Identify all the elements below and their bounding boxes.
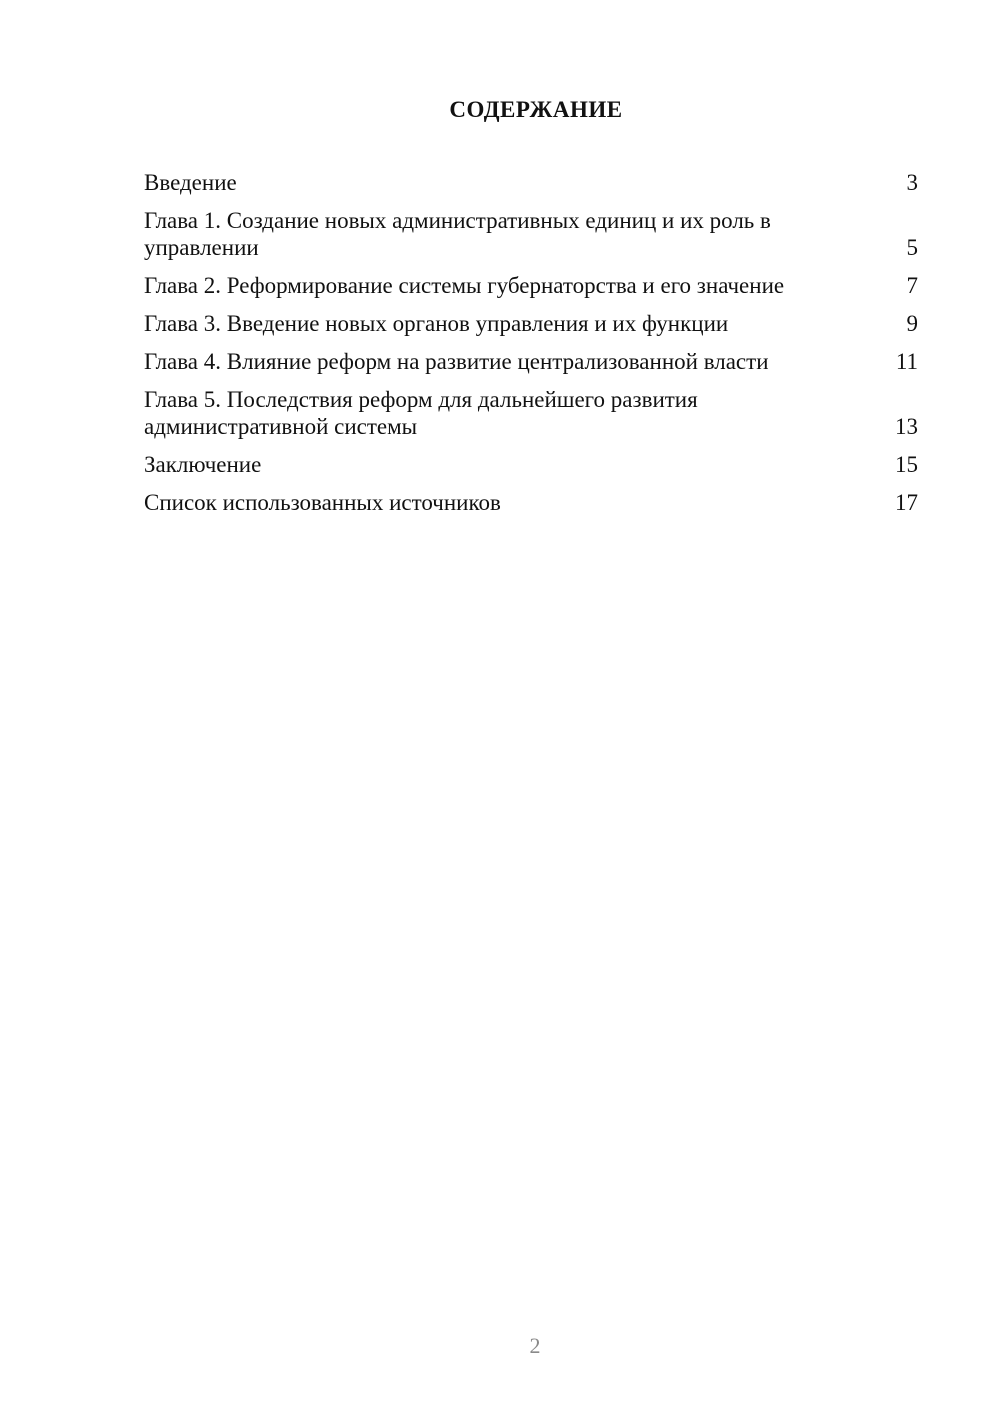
toc-entry-text: Глава 5. Последствия реформ для дальнейшего развития административной системы: [144, 387, 698, 439]
toc-entry-chapter-5: [144, 386, 918, 440]
toc-entry-page: 3: [906, 170, 918, 195]
toc-entry-text: Заключение: [144, 452, 262, 477]
toc-entry-page: 11: [895, 349, 918, 374]
toc-entry-text: Глава 2. Реформирование системы губернаторства и его значение: [144, 273, 785, 298]
toc-entry-text: Список использованных источников: [144, 490, 501, 515]
toc-entry-page: 7: [906, 273, 918, 298]
toc-entry-page: 17: [895, 490, 918, 515]
page-number: 2: [529, 1333, 541, 1358]
toc-entry-page: 9: [906, 311, 918, 336]
toc-entry-chapter-1: [144, 207, 918, 261]
toc-entry-page: 15: [895, 452, 918, 477]
toc-entry-text: Глава 3. Введение новых органов управления и их функции: [144, 311, 729, 336]
toc-entry-text: Глава 4. Влияние реформ на развитие централизованной власти: [144, 349, 769, 374]
toc-title: СОДЕРЖАНИЕ: [449, 97, 623, 122]
toc-entry-chapter-4: [144, 348, 918, 375]
toc-entry-introduction: [144, 169, 918, 196]
toc-entry-chapter-3: [144, 310, 918, 337]
table-of-contents: [144, 169, 918, 527]
toc-entry-text: Глава 1. Создание новых административных единиц и их роль в управлении: [144, 208, 771, 260]
toc-entry-page: 5: [906, 235, 918, 260]
toc-entry-page: 13: [895, 414, 918, 439]
toc-entry-chapter-2: [144, 272, 918, 299]
toc-entry-text: Введение: [144, 170, 237, 195]
toc-entry-references: [144, 489, 918, 516]
toc-entry-conclusion: [144, 451, 918, 478]
